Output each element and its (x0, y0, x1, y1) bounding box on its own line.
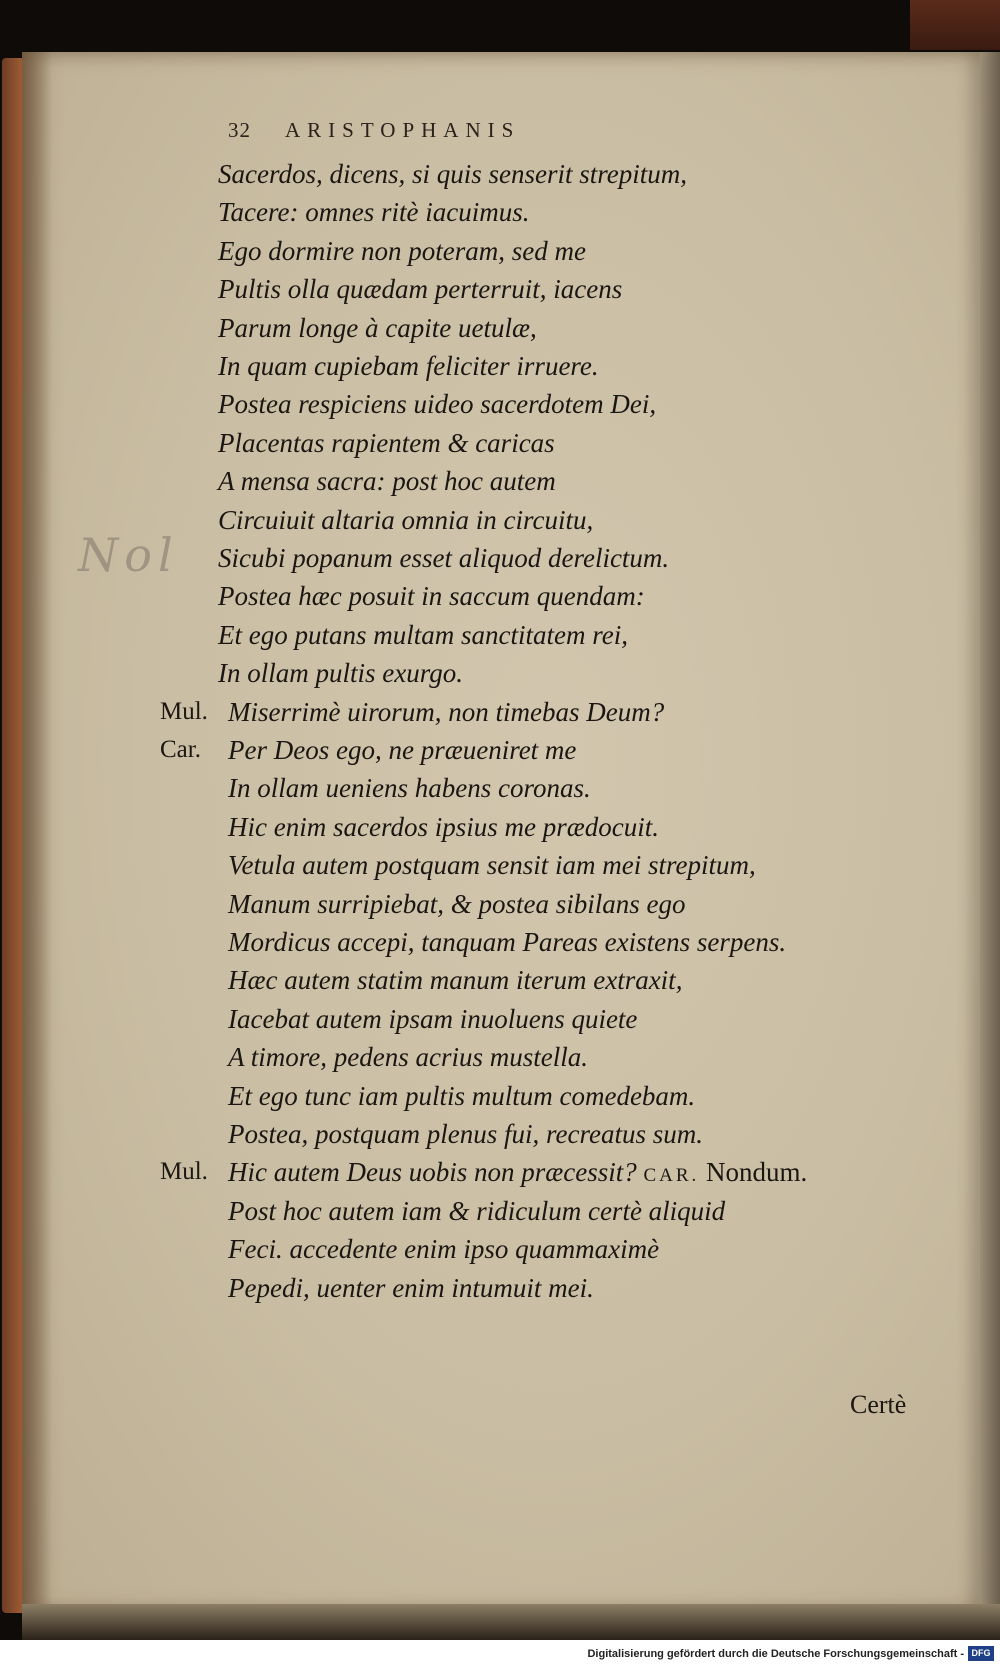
verse-line (228, 695, 664, 729)
footer-credit: Digitalisierung gefördert durch die Deutsche Forschungsgemeinschaft - (587, 1648, 964, 1660)
page-number: 32 (228, 118, 251, 142)
verse-line-text: Circuiuit altaria omnia in circuitu, (218, 504, 594, 535)
verse-line-text: In quam cupiebam feliciter irruere. (218, 351, 599, 381)
speaker-label: Mul. (160, 697, 208, 725)
verse-line (228, 925, 786, 959)
verse-line-text: Sicubi popanum esset aliquod derelictum. (218, 543, 670, 573)
dfg-logo-icon: DFG (968, 1646, 994, 1661)
verse-line (218, 464, 556, 498)
verse-line-text: In ollam pultis exurgo. (218, 658, 463, 689)
verse-line-text: Miserrimè uirorum, non timebas Deum? (228, 696, 665, 727)
verse-line (218, 656, 463, 690)
verse-line (218, 387, 656, 421)
verse-line (218, 349, 599, 383)
verse-line (228, 810, 659, 844)
verse-line-text: Iacebat autem ipsam inuoluens quiete (228, 1003, 638, 1034)
verse-line (218, 579, 645, 613)
verse-line-text: Pultis olla quædam perterruit, iacens (218, 274, 623, 305)
verse-line-text: Per Deos ego, ne præueniret me (228, 735, 577, 765)
verse-line (228, 963, 682, 997)
verse-line-text: In ollam ueniens habens coronas. (228, 773, 591, 804)
inline-reply-text: Nondum. (706, 1157, 808, 1188)
verse-line (228, 1155, 807, 1189)
verse-line-text: Postea respiciens uideo sacerdotem Dei, (218, 389, 657, 420)
verse-line (218, 195, 529, 229)
verse-line-text: Parum longe à capite uetulæ, (218, 312, 537, 343)
verse-line (218, 234, 586, 268)
verse-line (228, 848, 756, 882)
verse-line-text: Feci. accedente enim ipso quammaximè (228, 1234, 660, 1265)
verse-line-text: Tacere: omnes ritè iacuimus. (218, 197, 530, 228)
verse-line-text: Hic autem Deus uobis non præcessit? (228, 1157, 637, 1188)
verse-line-text: Et ego tunc iam pultis multum comedebam. (228, 1080, 696, 1111)
verse-line-text: Mordicus accepi, tanquam Pareas existens serpens. (228, 927, 787, 957)
verse-line-text: Hæc autem statim manum iterum extraxit, (228, 965, 683, 996)
verse-line (228, 1194, 725, 1228)
verse-line-text: A mensa sacra: post hoc autem (218, 466, 556, 497)
verse-line-text: A timore, pedens acrius mustella. (228, 1042, 588, 1073)
verse-line (218, 503, 593, 537)
running-title: ARISTOPHANIS (285, 118, 521, 142)
verse-line-text: Vetula autem postquam sensit iam mei strepitum, (228, 850, 756, 881)
verse-line (218, 541, 669, 575)
verse-line-text: Et ego putans multam sanctitatem rei, (218, 619, 628, 650)
verse-line (218, 311, 537, 345)
verse-line (228, 733, 576, 767)
verse-line-text: Pepedi, uenter enim intumuit mei. (228, 1272, 594, 1303)
speaker-label: Mul. (160, 1158, 208, 1186)
verse-line-text: Postea, postquam plenus fui, recreatus sum. (228, 1119, 703, 1149)
verse-line-text: Sacerdos, dicens, si quis senserit strepitum, (218, 159, 687, 189)
verse-line-text: Hic enim sacerdos ipsius me prædocuit. (228, 811, 659, 842)
verse-line (228, 1117, 703, 1151)
verse-line (228, 1002, 637, 1036)
verse-line-text: Manum surripiebat, & postea sibilans ego (228, 888, 686, 919)
verse-line (218, 272, 622, 306)
verse-line-text: Postea hæc posuit in saccum quendam: (218, 581, 645, 612)
verse-line (228, 1271, 594, 1305)
verse-line (218, 618, 628, 652)
margin-annotation: Nol (78, 528, 179, 582)
verse-line-text: Placentas rapientem & caricas (218, 427, 555, 458)
catchword: Certè (850, 1390, 907, 1419)
verse-line (228, 1232, 659, 1266)
inline-speaker-label: CAR. (643, 1165, 700, 1187)
verse-line (218, 157, 687, 191)
verse-line (228, 1079, 695, 1113)
speaker-label: Car. (160, 736, 201, 763)
verse-line (228, 1040, 588, 1074)
verse-line-text: Ego dormire non poteram, sed me (218, 235, 586, 266)
verse-line (218, 426, 555, 460)
verse-line-text: Post hoc autem iam & ridiculum certè aliquid (228, 1195, 726, 1226)
verse-line (228, 887, 686, 921)
verse-line (228, 771, 591, 805)
